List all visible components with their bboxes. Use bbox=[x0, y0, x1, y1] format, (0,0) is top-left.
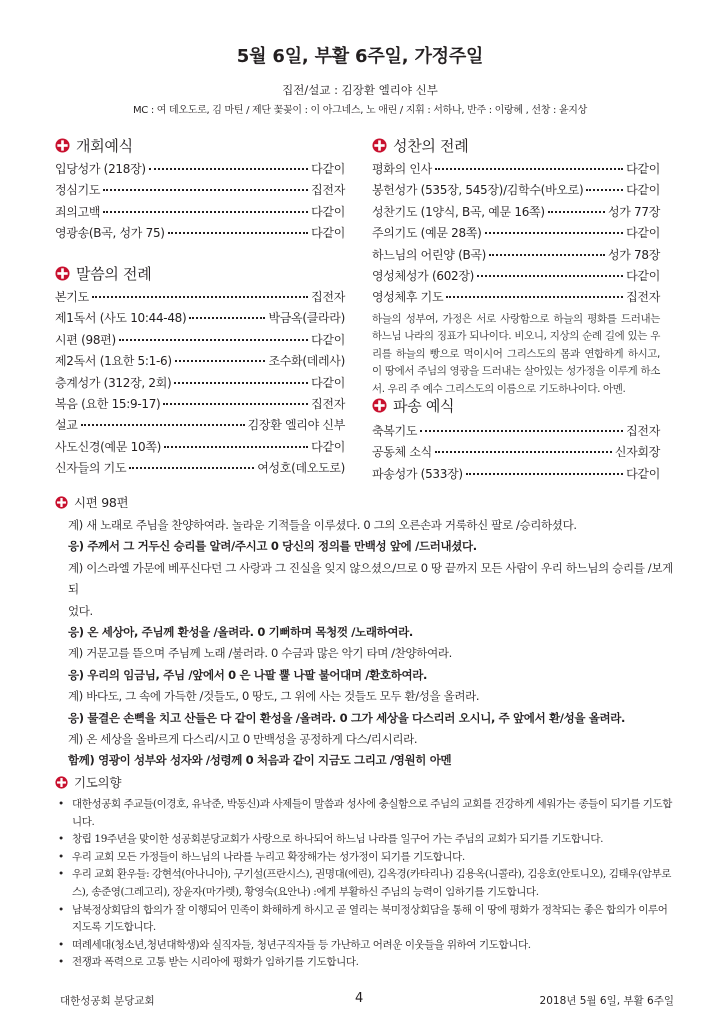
red-cross-icon bbox=[55, 266, 70, 281]
item-label: 공동체 소식 bbox=[372, 445, 432, 460]
psalm-line: 계) 새 노래로 주님을 찬양하여라. 놀라운 기적들을 이루셨다. 0 그의 오른손과 거룩하신 팔로 /승리하셨다. bbox=[68, 518, 577, 532]
item-label: 제1독서 (사도 10:44-48) bbox=[55, 311, 187, 326]
item-label: 정심기도 bbox=[55, 183, 101, 198]
word-heading bbox=[55, 262, 345, 284]
item-value: 조수화(데레사) bbox=[268, 354, 345, 369]
item-value: 다같이 bbox=[311, 439, 345, 454]
item-label: 영광송(B곡, 성가 75) bbox=[55, 226, 165, 241]
list-item bbox=[55, 374, 345, 395]
word-section bbox=[55, 262, 345, 481]
list-item bbox=[58, 866, 678, 901]
list-item bbox=[372, 443, 660, 464]
list-item bbox=[58, 937, 678, 955]
bullet: • bbox=[58, 938, 64, 951]
item-label: 영성체후 기도 bbox=[372, 290, 444, 305]
item-label: 영성체성가 (602장) bbox=[372, 268, 475, 283]
list-item bbox=[372, 224, 660, 245]
list-item bbox=[55, 181, 345, 202]
red-cross-icon bbox=[372, 398, 387, 413]
bullet: • bbox=[58, 956, 64, 969]
item-value: 집전자 bbox=[311, 183, 345, 198]
dismissal-section bbox=[372, 394, 660, 486]
item-value: 여성호(데오도로) bbox=[257, 461, 345, 476]
item-label: 층계성가 (312장, 2회) bbox=[55, 375, 172, 390]
bullet: • bbox=[58, 903, 64, 916]
item-value: 다같이 bbox=[311, 375, 345, 390]
list-item bbox=[55, 224, 345, 245]
page-number: 4 bbox=[355, 991, 364, 1006]
item-value: 다같이 bbox=[311, 162, 345, 176]
item-label: 주의기도 (예문 28쪽) bbox=[372, 226, 482, 241]
item-label: 파송성가 (533장) bbox=[372, 466, 463, 481]
psalm-text bbox=[68, 515, 678, 772]
psalm-line: 었다. bbox=[68, 603, 93, 618]
list-item bbox=[55, 416, 345, 437]
opening-title: 개회예식 bbox=[76, 136, 133, 155]
psalm-line: 응) 온 세상아, 주님께 환성을 /올려라. 0 기뻐하며 목청껏 /노래하여라. bbox=[68, 625, 413, 640]
list-item bbox=[372, 181, 660, 202]
list-item bbox=[58, 831, 678, 849]
intention-text: 우리 교회 환우들: 강현석(아나니아), 구기설(프란시스), 권명대(에린), 김옥경(카타리나) 김용옥(니콜라), 김응호(안토니오), 김태우(암부로스), 송준영(그레고리), 장윤자(마가렛), 황영숙(요안나) :에게 부활하신 주님의 능력이 임하기를 기도합니다. bbox=[72, 868, 671, 898]
intentions-title: 기도의향 bbox=[74, 775, 122, 790]
dismissal-heading bbox=[372, 394, 660, 416]
psalm-line: 응) 물결은 손뼉을 치고 산들은 다 같이 환성을 /올려라. 0 그가 세상을 다스리러 오시니, 주 앞에서 환/성을 올려라. bbox=[68, 710, 626, 725]
psalm-line: 응) 우리의 임금님, 주님 /앞에서 0 은 나팔 뿔 나팔 불어대며 /환호하여라. bbox=[68, 667, 427, 682]
item-label: 본기도 bbox=[55, 290, 89, 304]
item-label: 신자들의 기도 bbox=[55, 461, 127, 476]
red-cross-icon bbox=[372, 138, 387, 153]
psalm-heading bbox=[55, 491, 128, 513]
psalm-line: 계) 온 세상을 올바르게 다스리/시고 0 만백성을 공정하게 다스/리시리라. bbox=[68, 732, 418, 747]
eucharist-list bbox=[372, 160, 660, 310]
item-value: 다같이 bbox=[626, 268, 660, 283]
list-item bbox=[55, 203, 345, 224]
list-item bbox=[55, 309, 345, 330]
list-item bbox=[372, 246, 660, 267]
list-item bbox=[55, 395, 345, 416]
opening-list bbox=[55, 160, 345, 246]
item-value: 신자회장 bbox=[614, 445, 660, 460]
intention-text: 대한성공회 주교들(이경호, 유낙준, 박동신)과 사제들이 말씀과 성사에 충실함으로 주님의 교회를 건강하게 세워가는 종들이 되기를 기도합니다. bbox=[72, 798, 673, 828]
roles-line: MC : 여 데오도로, 김 마틴 / 제단 꽃꽂이 : 이 아그네스, 노 애린 / 지휘 : 서하나, 반주 : 이랑혜 , 선창 : 윤지상 bbox=[132, 105, 588, 116]
list-item bbox=[58, 796, 678, 831]
intention-text: 전쟁과 폭력으로 고통 받는 시리아에 평화가 임하기를 기도합니다. bbox=[72, 956, 359, 969]
item-value: 다같이 bbox=[311, 204, 345, 219]
item-value: 다같이 bbox=[311, 226, 345, 241]
list-item bbox=[58, 849, 678, 867]
item-value: 성가 78장 bbox=[607, 247, 660, 262]
item-label: 입당성가 (218장) bbox=[55, 162, 146, 176]
red-cross-icon bbox=[55, 138, 70, 153]
bullet: • bbox=[58, 868, 64, 881]
psalm-line: 함께) 영광이 성부와 성자와 /성령께 0 처음과 같이 지금도 그리고 /영원히 아멘 bbox=[68, 753, 452, 768]
list-item bbox=[372, 288, 660, 309]
word-list bbox=[55, 288, 345, 481]
eucharist-title: 성찬의 전례 bbox=[393, 136, 469, 155]
eucharist-heading bbox=[372, 134, 660, 156]
list-item bbox=[372, 465, 660, 486]
item-label: 제2독서 (1요한 5:1-6) bbox=[55, 354, 172, 369]
list-item bbox=[55, 288, 345, 309]
list-item bbox=[372, 422, 660, 443]
list-item bbox=[372, 160, 660, 181]
psalm-title: 시편 98편 bbox=[74, 495, 129, 510]
list-item bbox=[55, 160, 345, 181]
item-label: 시편 (98편) bbox=[55, 332, 116, 347]
page-title: 5월 6일, 부활 6주일, 가정주일 bbox=[236, 46, 484, 67]
list-item bbox=[55, 438, 345, 459]
item-label: 죄의고백 bbox=[55, 204, 101, 219]
psalm-line: 계) 바다도, 그 속에 가득한 /것들도, 0 땅도, 그 위에 사는 것들도 모두 환/성을 올려라. bbox=[68, 689, 480, 704]
bullet: • bbox=[58, 833, 64, 846]
officiant-line: 집전/설교 : 김장환 엘리야 신부 bbox=[282, 83, 438, 97]
item-label: 성찬기도 (1양식, B곡, 예문 16쪽) bbox=[372, 204, 545, 219]
item-value: 김장환 엘리야 신부 bbox=[247, 418, 345, 433]
item-value: 집전자 bbox=[626, 290, 660, 305]
eucharist-section bbox=[372, 134, 660, 398]
item-label: 설교 bbox=[55, 418, 78, 433]
intention-text: 우리 교회 모든 가정들이 하느님의 나라를 누리고 확장해가는 성가정이 되기를 기도합니다. bbox=[72, 850, 465, 863]
intentions-list bbox=[58, 796, 678, 972]
item-value: 다같이 bbox=[626, 183, 660, 198]
red-cross-icon bbox=[55, 776, 68, 789]
list-item bbox=[372, 203, 660, 224]
item-value: 다같이 bbox=[626, 226, 660, 241]
item-label: 축복기도 bbox=[372, 424, 418, 438]
psalm-line: 계) 이스라엘 가문에 베푸신다던 그 사랑과 그 진실을 잊지 않으셨으/므로 0 땅 끝까지 모든 사람이 우리 하느님의 승리를 /보게 되 bbox=[68, 560, 673, 597]
bullet: • bbox=[58, 850, 64, 863]
intention-text: 남북정상회담의 합의가 잘 이행되어 민족이 화해하게 하시고 곧 열리는 북미정상회담을 통해 이 땅에 평화가 정착되는 좋은 합의가 이루어 지도록 기도합니다. bbox=[72, 903, 668, 934]
item-value: 집전자 bbox=[311, 290, 345, 304]
list-item bbox=[58, 954, 678, 972]
list-item bbox=[58, 902, 678, 937]
footer-church: 대한성공회 분당교회 bbox=[60, 995, 155, 1007]
post-communion-prayer: 하늘의 성부여, 가정은 서로 사랑함으로 하늘의 평화를 드러내는 하느님 나라의 징표가 되나이다. 비오니, 지상의 순례 길에 있는 우리를 하늘의 빵으로 먹이시어 그리스도의 몸과 연합하게 하시고, 이 땅에서 주님의 영광을 드러내는 살아있는 성가정을 이루게 하소서. 우리 주 예수 그리스도의 이름으로 기도하나이다. 아멘. bbox=[372, 312, 660, 395]
list-item bbox=[55, 331, 345, 352]
item-value: 다같이 bbox=[626, 466, 660, 481]
item-label: 사도신경(예문 10쪽) bbox=[55, 439, 161, 454]
opening-heading bbox=[55, 134, 345, 156]
item-value: 다같이 bbox=[626, 162, 660, 176]
word-title: 말씀의 전례 bbox=[76, 264, 152, 283]
item-value: 박금옥(클라라) bbox=[268, 311, 345, 326]
bullet: • bbox=[58, 798, 64, 810]
item-label: 하느님의 어린양 (B곡) bbox=[372, 247, 487, 262]
dismissal-title: 파송 예식 bbox=[393, 396, 455, 415]
item-value: 집전자 bbox=[626, 424, 660, 438]
item-label: 복음 (요한 15:9-17) bbox=[55, 396, 161, 411]
item-value: 성가 77장 bbox=[607, 204, 660, 219]
dismissal-list bbox=[372, 422, 660, 486]
list-item bbox=[55, 352, 345, 373]
psalm-line: 응) 주께서 그 거두신 승리를 알려/주시고 0 당신의 정의를 만백성 앞에 /드러내셨다. bbox=[68, 539, 477, 554]
footer-date: 2018년 5월 6일, 부활 6주일 bbox=[539, 995, 674, 1007]
item-value: 다같이 bbox=[311, 332, 345, 347]
list-item bbox=[372, 267, 660, 288]
red-cross-icon bbox=[55, 496, 68, 509]
intentions-heading bbox=[55, 771, 121, 793]
item-value: 집전자 bbox=[311, 396, 345, 411]
opening-section bbox=[55, 134, 345, 246]
intention-text: 떠례세대(청소년,청년대학생)와 실직자들, 청년구직자들 등 가난하고 어려운 이웃들을 위하여 기도합니다. bbox=[72, 938, 531, 951]
psalm-line: 계) 거문고를 뜯으며 주님께 노래 /불러라. 0 수금과 많은 악기 타며 /찬양하여라. bbox=[68, 646, 452, 661]
item-label: 평화의 인사 bbox=[372, 162, 432, 176]
list-item bbox=[55, 459, 345, 480]
item-label: 봉헌성가 (535장, 545장)/김학수(바오로) bbox=[372, 183, 584, 198]
intention-text: 창립 19주년을 맞이한 성공회분당교회가 사랑으로 하나되어 하느님 나라를 일구어 가는 주님의 교회가 되기를 기도합니다. bbox=[72, 833, 604, 846]
